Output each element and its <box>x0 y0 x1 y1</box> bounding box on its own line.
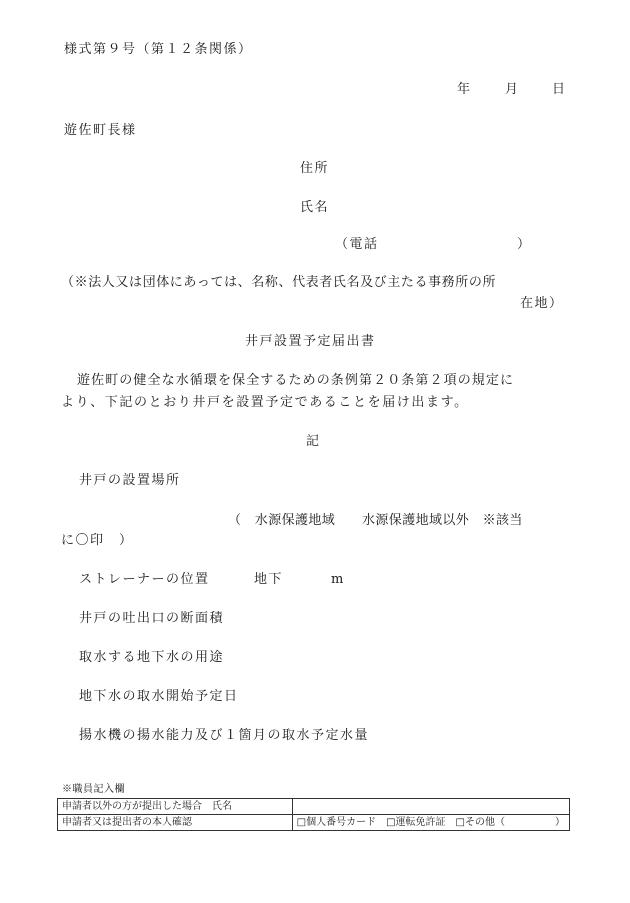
addressee: 遊佐町長様 <box>64 123 137 138</box>
body-text-line2: より、下記のとおり井戸を設置予定であることを届け出ます。 <box>61 395 469 410</box>
identity-check-options[interactable]: □個人番号カード □運転免許証 □その他（ ） <box>292 815 569 831</box>
strainer-underground: 地下 <box>254 572 284 587</box>
proxy-submitter-label: 申請者以外の方が提出した場合 氏名 <box>58 799 293 815</box>
start-date-label: 地下水の取水開始予定日 <box>79 689 239 704</box>
phone-close: ） <box>517 237 532 252</box>
area-options-line2: に〇印 ） <box>61 533 134 548</box>
proxy-submitter-name-field[interactable] <box>292 799 569 815</box>
phone-open: （電話 <box>335 237 379 252</box>
ki-heading: 記 <box>306 434 321 449</box>
well-location-label: 井戸の設置場所 <box>79 473 181 488</box>
pump-capacity-label: 揚水機の揚水能力及び１箇月の取水予定水量 <box>79 728 370 743</box>
area-options-line1: （ 水源保護地域 水源保護地域以外 ※該当 <box>228 513 523 528</box>
staff-entry-table <box>57 798 570 831</box>
staff-section-heading: ※職員記入欄 <box>62 784 125 795</box>
date-year: 年 <box>457 82 472 97</box>
document-title: 井戸設置予定届出書 <box>245 334 376 349</box>
address-label: 住所 <box>300 161 330 176</box>
identity-check-label: 申請者又は提出者の本人確認 <box>58 815 293 831</box>
date-month: 月 <box>505 82 520 97</box>
form-number: 様式第９号（第１２条関係） <box>64 42 253 57</box>
strainer-unit: m <box>331 572 345 587</box>
corporate-note-line1: （※法人又は団体にあっては、名称、代表者氏名及び主たる事務所の所 <box>61 275 497 290</box>
corporate-note-line2: 在地） <box>520 296 564 311</box>
date-day: 日 <box>552 82 567 97</box>
water-usage-label: 取水する地下水の用途 <box>79 650 225 665</box>
table-row <box>58 799 570 815</box>
outlet-area-label: 井戸の吐出口の断面積 <box>79 611 225 626</box>
table-row <box>58 815 570 831</box>
name-label: 氏名 <box>300 200 330 215</box>
body-text-line1: 遊佐町の健全な水循環を保全するための条例第２０条第２項の規定に <box>77 373 515 388</box>
strainer-position-label: ストレーナーの位置 <box>79 572 210 587</box>
